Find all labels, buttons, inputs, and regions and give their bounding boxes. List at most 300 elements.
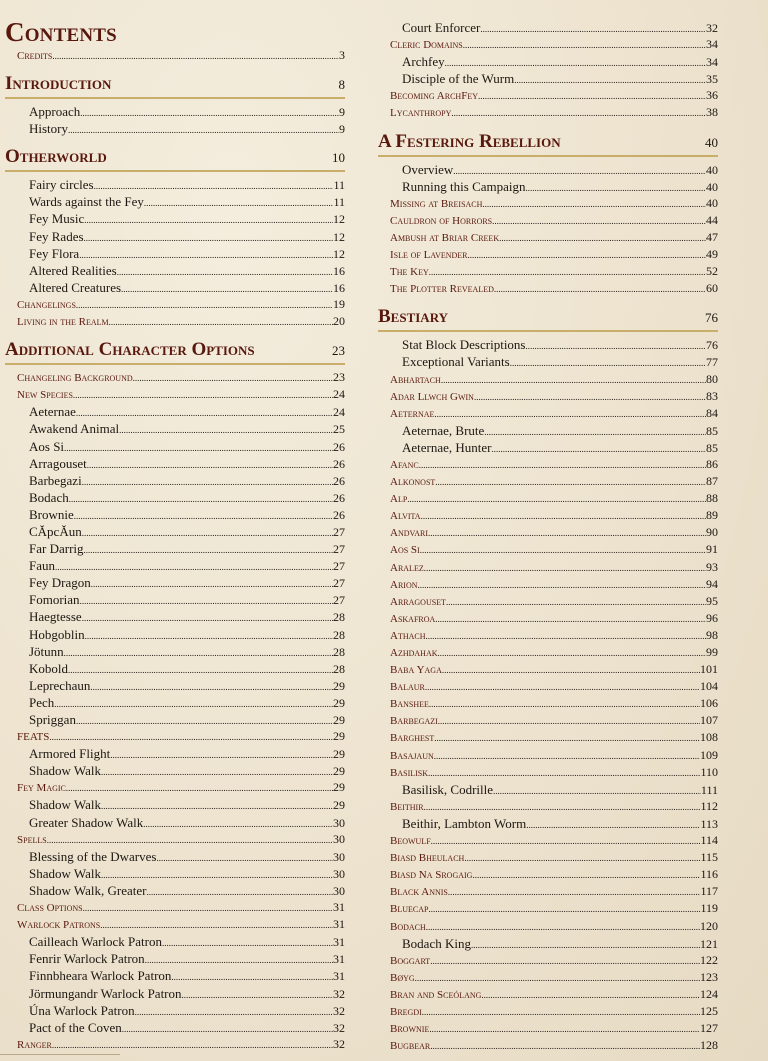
toc-entry-ambush-at-briar-creek[interactable] [378,229,718,246]
dot-leader [52,1037,333,1053]
toc-entry-label: Basilisk, Codrille [402,781,493,797]
toc-entry-far-darrig[interactable] [5,540,345,557]
toc-entry-label: Barbegazi [390,715,438,728]
toc-entry-label: Bugbear [390,1040,431,1053]
toc-chapter-additional-character-options[interactable] [5,336,345,365]
toc-entry-jotunn[interactable] [5,643,345,660]
toc-page-number: 30 [333,815,345,830]
toc-entry-beowulf[interactable] [378,832,718,849]
toc-page-number: 52 [706,264,718,279]
toc-page-number: 32 [333,1036,345,1051]
dot-leader [429,1021,700,1037]
toc-page-number: 115 [700,850,718,865]
dot-leader [64,440,333,455]
dot-leader [435,611,706,627]
toc-entry-label: Changelings [17,298,76,311]
dot-leader [472,867,700,883]
dot-leader [419,457,706,473]
toc-page-number: 77 [706,355,718,370]
toc-entry-banshee[interactable] [378,695,718,712]
toc-entry-leprechaun[interactable] [5,677,345,694]
toc-entry-fey-rades[interactable] [5,228,345,245]
toc-entry-shadow-walk[interactable] [5,762,345,779]
toc-entry-beithir[interactable] [378,798,718,815]
dot-leader [119,422,333,437]
toc-entry-feats[interactable] [5,728,345,745]
toc-entry-baba-yaga[interactable] [378,661,718,678]
toc-page-number: 80 [706,371,718,386]
toc-entry-exceptional-variants[interactable] [378,353,718,370]
dot-leader [74,508,333,523]
toc-entry-label: Jötunn [29,643,64,659]
toc-entry-fenrir-warlock-patron[interactable] [5,950,345,967]
toc-page-number: 25 [333,422,345,437]
dot-leader [415,970,700,986]
dot-leader [420,542,706,558]
dot-leader [68,122,339,137]
dot-leader [54,696,333,711]
toc-page-number: 47 [706,229,718,244]
dot-leader [91,576,333,591]
toc-page-number: 29 [333,678,345,693]
dot-leader [80,105,339,120]
toc-page-number: 76 [706,338,718,353]
toc-page-number: 83 [706,388,718,403]
toc-entry-fey-flora[interactable] [5,245,345,262]
toc-entry-label: Cleric Domains [390,39,463,52]
toc-entry-court-enforcer[interactable] [378,19,718,36]
dot-leader [451,105,706,121]
toc-entry-label: Additional Character Options [5,339,255,361]
toc-entry-approach[interactable] [5,103,345,120]
toc-page-number: 31 [333,900,345,915]
toc-entry-label: Shadow Walk [29,763,102,779]
toc-entry-label: Wards against the Fey [29,194,144,210]
toc-entry-label: Black Annis [390,886,448,899]
dot-leader [84,542,333,557]
toc-page-number: 30 [333,849,345,864]
toc-page-number: 29 [333,747,345,762]
toc-page-number: 35 [706,72,718,87]
dot-leader [430,1038,700,1054]
toc-page-number: 30 [333,831,345,846]
toc-entry-faun[interactable] [5,557,345,574]
toc-entry-label: Haegtesse [29,609,82,625]
dot-leader [76,713,333,728]
toc-entry-label: Faun [29,558,55,574]
toc-entry-label: Lycanthropy [390,107,452,120]
dot-leader [101,867,333,882]
toc-entry-label: Banshee [390,698,429,711]
toc-entry-label: Altered Creatures [29,279,122,295]
toc-entry-changelings[interactable] [5,296,345,313]
dot-leader [110,747,333,762]
toc-entry-label: Ambush at Briar Creek [390,231,500,244]
toc-entry-bugbear[interactable] [378,1037,718,1054]
dot-leader [453,163,706,178]
toc-entry-finnbheara-warlock-patron[interactable] [5,967,345,984]
toc-entry-jormungandr-warlock-patron[interactable] [5,985,345,1002]
toc-page-number: 24 [333,387,345,402]
toc-entry-label: Aos Si [390,544,420,557]
dot-leader [438,713,700,729]
toc-entry-brownie[interactable] [378,1020,718,1037]
toc-chapter-otherworld[interactable] [5,143,345,172]
toc-entry-label: Aeternae [390,407,435,420]
dot-leader [493,783,701,798]
toc-page-number: 93 [706,559,718,574]
toc-entry-label: New Species [17,389,73,402]
dot-leader [526,817,700,832]
toc-entry-label: Stat Block Descriptions [402,337,526,353]
toc-page-number: 36 [706,88,718,103]
dot-leader [435,474,706,490]
dot-leader [492,441,706,456]
toc-entry-label: Aralez [390,561,424,574]
toc-entry-aeternae[interactable] [378,405,718,422]
toc-entry-label: Overview [402,161,454,177]
toc-entry-adar-llwch-gwin[interactable] [378,388,718,405]
toc-entry-missing-at-breisach[interactable] [378,195,718,212]
toc-entry-label: Baba Yaga [390,664,442,677]
toc-entry-label: Armored Flight [29,746,111,762]
toc-entry-the-plotter-revealed[interactable] [378,280,718,297]
toc-entry-the-key[interactable] [378,263,718,280]
toc-page-number: 116 [700,867,718,882]
toc-entry-barbegazi[interactable] [378,712,718,729]
toc-entry-label: Athach [390,629,426,642]
toc-entry-armored-flight[interactable] [5,745,345,762]
toc-entry-label: Balaur [390,681,425,694]
toc-entry-afanc[interactable] [378,456,718,473]
dot-leader [84,212,333,227]
dot-leader [526,338,707,353]
toc-entry-label: Bodach [29,489,69,505]
toc-entry-capcaun[interactable] [5,523,345,540]
toc-entry-basajaun[interactable] [378,747,718,764]
toc-chapter-introduction[interactable] [5,70,345,99]
dot-leader [79,247,333,262]
toc-entry-cauldron-of-horrors[interactable] [378,212,718,229]
toc-entry-label: Pech [29,694,55,710]
toc-entry-bodach[interactable] [378,918,718,935]
toc-entry-running-this-campaign[interactable] [378,178,718,195]
dot-leader [76,297,333,313]
toc-page-number: 125 [700,1003,718,1018]
toc-page-number: 20 [333,314,345,329]
toc-page-number: 24 [333,405,345,420]
toc-page-number: 123 [700,969,718,984]
toc-entry-aralez[interactable] [378,559,718,576]
toc-page-number: 40 [706,195,718,210]
toc-entry-alp[interactable] [378,490,718,507]
toc-page-number: 10 [332,150,345,166]
toc-entry-label: Altered Realities [29,262,117,278]
toc-entry-greater-shadow-walk[interactable] [5,814,345,831]
toc-page-number: 84 [706,405,718,420]
toc-entry-changeling-background[interactable] [5,369,345,386]
toc-entry-label: Biasd Bheulach [390,852,465,865]
toc-entry-label: Basilisk [390,766,429,779]
dot-leader [441,372,706,388]
dot-leader [80,593,333,608]
dot-leader [492,213,706,229]
toc-entry-becoming-archfey[interactable] [378,87,718,104]
toc-entry-aeternae-hunter[interactable] [378,439,718,456]
toc-page-number: 3 [339,48,345,62]
dot-leader [428,525,706,541]
toc-entry-aos-si[interactable] [378,541,718,558]
toc-entry-label: Far Darrig [29,541,84,557]
toc-page-number: 86 [706,456,718,471]
toc-page-number: 108 [700,730,718,745]
toc-entry-wards-against-the-fey[interactable] [5,193,345,210]
dot-leader [85,628,333,643]
toc-entry-arragouset[interactable] [378,593,718,610]
toc-entry-label: Shadow Walk, Greater [29,882,147,898]
footer-rule [0,1054,120,1061]
toc-page-number: 23 [333,370,345,385]
dot-leader [468,247,706,263]
toc-page-number: 38 [706,105,718,120]
toc-entry-azhdahak[interactable] [378,644,718,661]
toc-page-number: 32 [333,1020,345,1035]
toc-entry-shadow-walk[interactable] [5,796,345,813]
toc-entry-cleric-domains[interactable] [378,36,718,53]
toc-entry-label: Andvari [390,527,429,540]
dot-leader [429,264,706,280]
dot-leader [82,610,333,625]
toc-entry-overview[interactable] [378,161,718,178]
toc-page-number: 114 [700,833,718,848]
toc-page-number: 44 [706,212,718,227]
toc-entry-altered-realities[interactable] [5,262,345,279]
toc-page-number: 40 [705,134,718,150]
toc-entry-label: Running this Campaign [402,178,526,194]
toc-entry-label: Arion [390,578,418,591]
toc-entry-alvita[interactable] [378,507,718,524]
toc-entry-label: Bøyg [390,971,415,984]
toc-entry-haegtesse[interactable] [5,608,345,625]
toc-entry-stat-block-descriptions[interactable] [378,336,718,353]
toc-entry-spriggan[interactable] [5,711,345,728]
toc-entry-label: Beithir, Lambton Worm [402,815,527,831]
dot-leader [428,765,700,781]
toc-entry-label: Bodach King [402,935,471,951]
toc-entry-class-options[interactable] [5,899,345,916]
dot-leader [431,833,701,849]
toc-entry-label: Bestiary [378,306,449,328]
toc-entry-label: The Key [390,266,429,279]
toc-entry-una-warlock-patron[interactable] [5,1002,345,1019]
toc-entry-basilisk[interactable] [378,764,718,781]
toc-entry-label: Adar Llwch Gwin [390,390,474,403]
toc-entry-kobold[interactable] [5,660,345,677]
toc-page-number: 16 [333,263,345,278]
toc-page-number: 31 [333,917,345,932]
dot-leader [424,560,706,576]
toc-entry-label: Aos Si [29,438,65,454]
toc-page-number: 90 [706,525,718,540]
toc-page-number: 120 [700,918,718,933]
toc-entry-abhartach[interactable] [378,371,718,388]
toc-page-number: 88 [706,491,718,506]
toc-page-number: 26 [333,473,345,488]
dot-leader [480,21,706,36]
toc-entry-pact-of-the-coven[interactable] [5,1019,345,1036]
toc-entry-fomorian[interactable] [5,591,345,608]
toc-entry-label: Aeternae, Hunter [402,439,492,455]
toc-page-number: 94 [706,576,718,591]
toc-entry-awakend-animal[interactable] [5,420,345,437]
toc-entry-label: Pact of the Coven [29,1019,122,1035]
dot-leader [49,729,333,745]
toc-right-column [378,0,718,1054]
dot-leader [64,645,333,660]
toc-entry-disciple-of-the-wurm[interactable] [378,70,718,87]
toc-entry-label: Alvita [390,510,421,523]
dot-leader [434,748,700,764]
toc-entry-bluecap[interactable] [378,900,718,917]
toc-entry-label: Bodach [390,920,426,933]
toc-page-number: 30 [333,866,345,881]
toc-page-number: 12 [333,246,345,261]
toc-entry-label: Court Enforcer [402,20,481,35]
toc-entry-label: Alkonost [390,476,436,489]
toc-entry-aeternae-brute[interactable] [378,422,718,439]
toc-entry-label: Changeling Background [17,372,133,385]
toc-entry-arion[interactable] [378,576,718,593]
toc-entry-fey-music[interactable] [5,210,345,227]
toc-entry-hobgoblin[interactable] [5,626,345,643]
toc-entry-label: Barghest [390,732,435,745]
toc-entry-fey-magic[interactable] [5,779,345,796]
toc-entry-label: Living in the Realm [17,316,109,329]
toc-entry-label: Brownie [390,1023,430,1036]
toc-entry-warlock-patrons[interactable] [5,916,345,933]
toc-entry-fey-dragon[interactable] [5,574,345,591]
toc-entry-label: Basajaun [390,749,434,762]
toc-entry-ranger[interactable] [5,1036,345,1053]
toc-page-number: 122 [700,952,718,967]
dot-leader [133,370,333,386]
toc-page-number: 27 [333,593,345,608]
toc-entry-label: Otherworld [5,146,107,168]
toc-entry-biasd-na-srogaig[interactable] [378,866,718,883]
toc-entry-isle-of-lavender[interactable] [378,246,718,263]
toc-entry-black-annis[interactable] [378,883,718,900]
dot-leader [146,884,333,899]
toc-entry-askafroa[interactable] [378,610,718,627]
toc-entry-brownie[interactable] [5,506,345,523]
dot-leader [121,281,333,296]
toc-entry-label: Cailleach Warlock Patron [29,934,163,950]
toc-entry-label: Afanc [390,458,419,471]
toc-entry-label: Spriggan [29,712,76,727]
toc-page-number: 98 [706,627,718,642]
dot-leader [499,230,706,246]
dot-leader [83,900,333,916]
toc-entry-shadow-walk-greater[interactable] [5,882,345,899]
toc-page-number: 127 [700,1021,718,1036]
toc-entry-bodach-king[interactable] [378,935,718,952]
toc-page-number: 27 [333,576,345,591]
toc-entry-spells[interactable] [5,831,345,848]
dot-leader [426,919,700,935]
toc-entry-alkonost[interactable] [378,473,718,490]
toc-entry-label: Becoming ArchFey [390,90,478,103]
toc-entry-basilisk-codrille[interactable] [378,781,718,798]
toc-entry-label: Warlock Patrons [17,919,101,932]
toc-entry-balaur[interactable] [378,678,718,695]
toc-page-number: 32 [333,986,345,1001]
toc-entry-bregdi[interactable] [378,1003,718,1020]
toc-entry-bodach[interactable] [5,489,345,506]
toc-page-number: 27 [333,524,345,539]
toc-entry-living-in-the-realm[interactable] [5,313,345,330]
toc-entry-label: Boggart [390,954,431,967]
toc-page-number: 89 [706,508,718,523]
toc-page-number: 28 [333,661,345,676]
toc-entry-arragouset[interactable] [5,455,345,472]
toc-page-number: 76 [705,310,718,326]
toc-entry-biasd-bheulach[interactable] [378,849,718,866]
toc-entry-credits[interactable] [5,47,345,64]
dot-leader [442,662,700,678]
toc-chapter-bestiary[interactable] [378,303,718,332]
toc-entry-andvari[interactable] [378,524,718,541]
dot-leader [426,628,707,644]
toc-entry-cailleach-warlock-patron[interactable] [5,933,345,950]
toc-page-number: 29 [333,695,345,710]
dot-leader [52,48,339,64]
toc-entry-label: History [29,121,68,137]
toc-entry-label: Aeternae [29,404,76,420]
toc-entry-new-species[interactable] [5,386,345,403]
toc-entry-bran-and-sceolang[interactable] [378,986,718,1003]
toc-entry-blessing-of-the-dwarves[interactable] [5,848,345,865]
toc-entry-archfey[interactable] [378,53,718,70]
toc-page-number: 12 [333,212,345,227]
toc-page-number: 101 [700,662,718,677]
toc-entry-aos-si[interactable] [5,438,345,455]
toc-entry-barghest[interactable] [378,729,718,746]
dot-leader [143,816,333,831]
toc-entry-barbegazi[interactable] [5,472,345,489]
toc-entry-shadow-walk[interactable] [5,865,345,882]
toc-entry-label: A Festering Rebellion [378,130,561,152]
toc-page-number: 124 [700,986,718,1001]
toc-entry-label: Beowulf [390,835,431,848]
dot-leader [171,969,333,984]
toc-entry-pech[interactable] [5,694,345,711]
toc-entry-fairy-circles[interactable] [5,176,345,193]
toc-entry-label: Brownie [29,506,74,522]
toc-entry-b-yg[interactable] [378,969,718,986]
toc-page-number: 26 [333,439,345,454]
dot-leader [101,764,333,779]
toc-entry-boggart[interactable] [378,952,718,969]
toc-entry-history[interactable] [5,120,345,137]
toc-entry-aeternae[interactable] [5,403,345,420]
toc-entry-lycanthropy[interactable] [378,104,718,121]
toc-entry-label: Askafroa [390,612,436,625]
toc-entry-beithir-lambton-worm[interactable] [378,815,718,832]
toc-entry-athach[interactable] [378,627,718,644]
toc-chapter-a-festering-rebellion[interactable] [378,128,718,157]
toc-entry-label: Fey Dragon [29,575,91,591]
toc-entry-altered-creatures[interactable] [5,279,345,296]
